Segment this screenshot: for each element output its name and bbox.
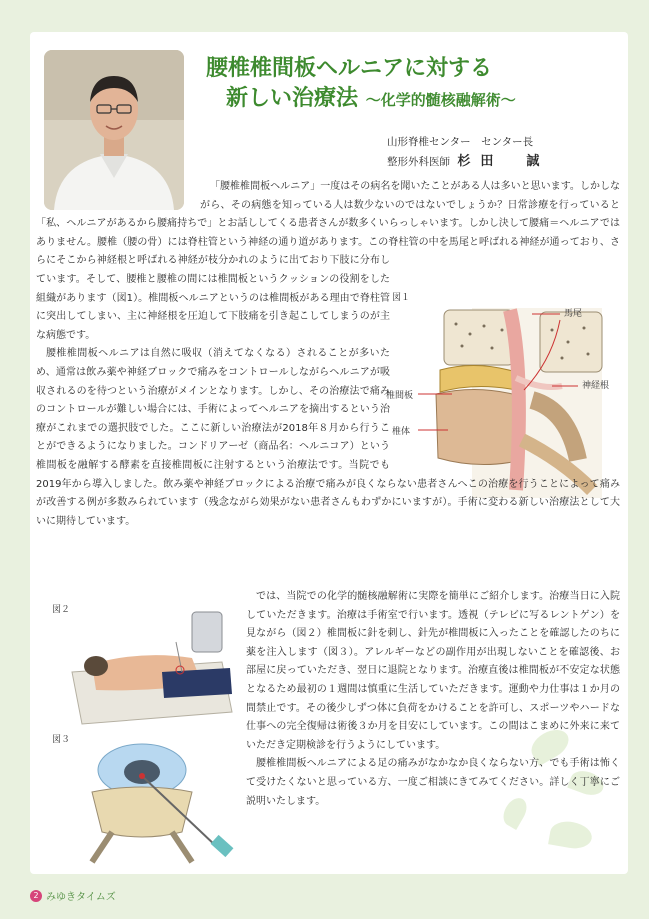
- page-number: 2: [30, 890, 42, 902]
- article-title: [206, 54, 516, 115]
- figure-1-float-spacer: [390, 270, 620, 466]
- publication-name: みゆきタイムズ: [46, 892, 116, 903]
- figure-3-label: 図３: [52, 735, 71, 745]
- paragraph-1: 「腰椎椎間板ヘルニア」一度はその病名を聞いたことがある人は多いと思います。しかしながら、その病態を知っている人は数少ないのではないでしょうか？日常診療を行っていると「私、ヘルニアがあるから腰痛持ちで」とお話ししてくる患者さんが数多くいらっしゃいます。しかし決して腰痛＝ヘルニアではありません。腰椎（腰の骨）には脊柱管という神経の通り道があります。この脊柱管の中を馬尾と呼ばれる神経が通っており、さらにそこから神経根と呼ばれる神経が枝分かれのように出ており下肢に分布しています。そして、腰椎と腰椎の間には椎間板というクッションの役割をした組織があります（図1）。椎間板ヘルニアというのは椎間板がある理由で脊柱管に突出してしまい、主に神経根を圧迫して下肢痛を引き起こしてしまうのが主な病態です。: [36, 181, 620, 341]
- paragraph-3: では、当院での化学的髄核融解術に実際を簡単にご紹介します。治療当日に入院していただきます。治療は手術室で行います。透視（テレビに写るレントゲン）を見ながら（図２）椎間板に針を刺し、針先が椎間板に入ったことを確認したのちに薬を注入します（図３）。アレルギーなどの副作用が出現しないことを確認後、お部屋に戻っていただき、翌日に退院となります。治療直後は椎間板が不安定な状態となるため最初の１週間は慎重に生活していただきます。運動や力仕事は１か月の間禁止です。その後少しずつ体に負荷をかけることを許可し、スポーツやハードな仕事への完全復帰は術後３か月を目安にしています。この間はこまめに外来に来ていただき定期検診を行うようにしています。: [246, 591, 620, 751]
- text-column-lower: [36, 588, 620, 868]
- title-line-1: 腰椎椎間板ヘルニアに対する: [206, 56, 493, 81]
- title-subtitle: 〜化学的髄核融解術〜: [365, 91, 516, 109]
- figure-1-label: 図１: [392, 293, 411, 303]
- figure-2-3-float-spacer: [36, 588, 246, 868]
- figure-2-label: 図２: [52, 605, 71, 615]
- title-line-2: [206, 84, 516, 115]
- photo-float-spacer: [36, 178, 200, 213]
- label-tsuitai: 椎体: [392, 427, 411, 437]
- title-main: 新しい治療法: [226, 86, 359, 111]
- paragraph-2: 腰椎椎間板ヘルニアは自然に吸収（消えてなくなる）されることが多いため、通常は飲み薬や神経ブロックで痛みをコントロールしながらヘルニアが吸収されるのを待つという治療がメインとなります。しかし、その治療法で痛みのコントロールが難しい場合には、手術によってヘルニアを摘出するという治療がこれまでの選択肢でした。ここに新しい治療法が2018年８月から行うことができるようになりました。コンドリアーゼ（商品名：ヘルニコア）という椎間板を融解する酵素を直接椎間板に注射するという治療法です。当院でも2019年から導入しました。飲み薬や神経ブロックによる治療で痛みが良くならない患者さんへこの治療を行うことによって痛みが改善する例が多数みられています（残念ながら効果がない患者さんもわずかにいますが）。手術に変わる新しい治療法として大いに期待しています。: [36, 348, 620, 527]
- text-column-upper: [36, 178, 620, 588]
- label-bafu: 馬尾: [564, 309, 583, 319]
- page-footer: [30, 888, 116, 903]
- author-block: [387, 132, 549, 172]
- paragraph-4: 腰椎椎間板ヘルニアによる足の痛みがなかなか良くならない方、でも手術は怖くて受けたくないと思っている方、一度ご相談にきてみてください。詳しく丁寧にご説明いたします。: [246, 758, 620, 807]
- author-affiliation: 山形脊椎センター センター長: [387, 136, 534, 148]
- author-role: 整形外科医師: [387, 156, 450, 168]
- label-tsuikanban: 椎間板: [386, 391, 414, 401]
- author-name: 杉田 誠: [457, 154, 550, 169]
- label-shinkeikon: 神経根: [582, 381, 610, 391]
